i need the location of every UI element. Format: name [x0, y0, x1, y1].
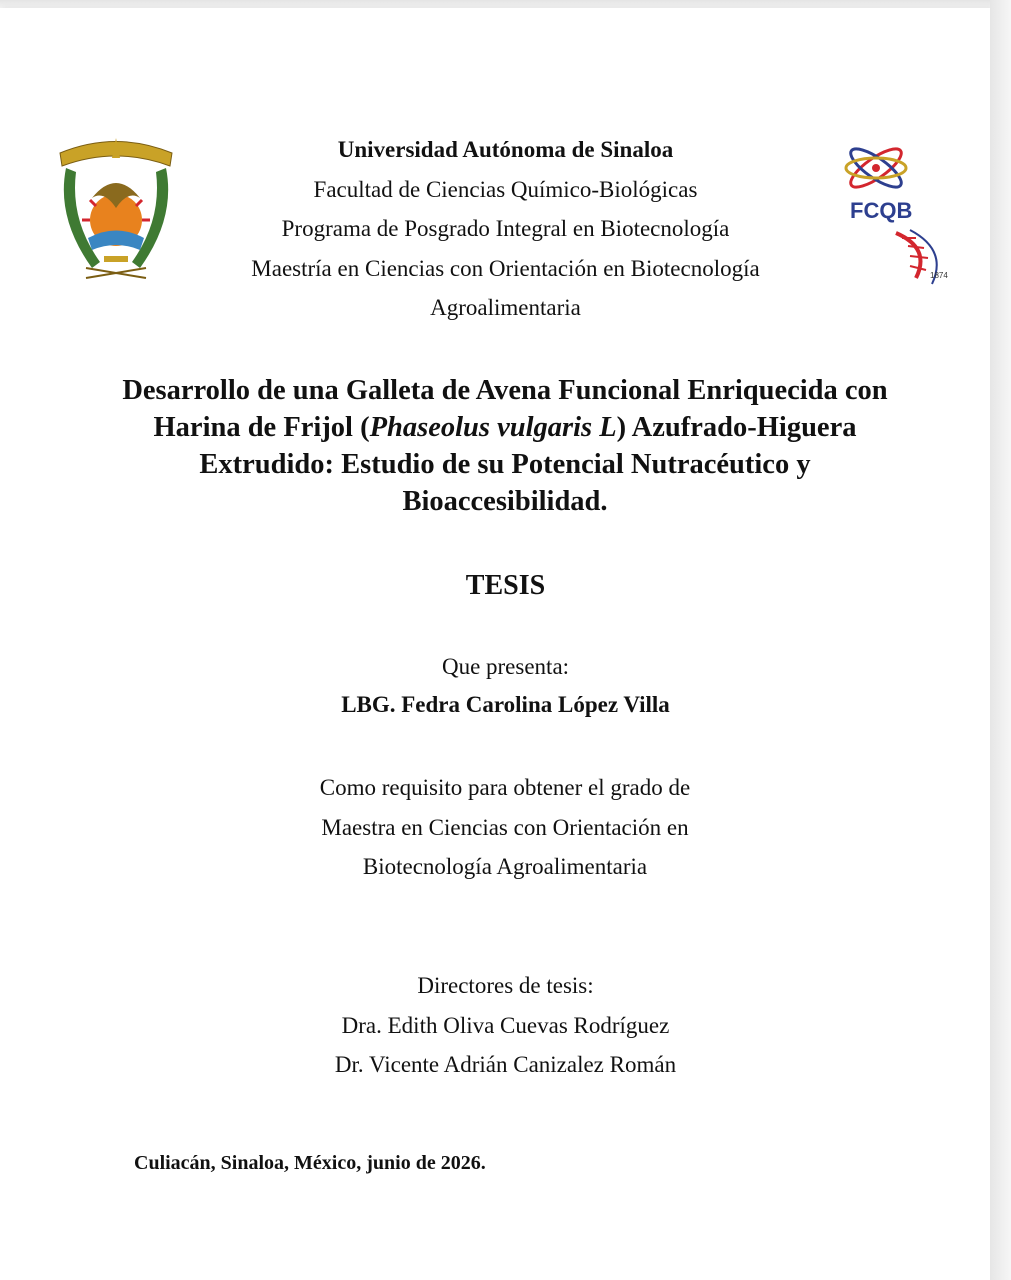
- title-species: Phaseolus vulgaris L: [369, 412, 617, 443]
- top-shadow: [0, 0, 1011, 8]
- thesis-directors: [0, 966, 1011, 1085]
- directors-label: Directores de tesis:: [417, 973, 594, 998]
- title-part1: Desarrollo de una Galleta de Avena Funcional Enriquecida con Harina de Frijol (: [122, 375, 888, 443]
- university-name: Universidad Autónoma de Sinaloa: [337, 137, 674, 162]
- fcqb-text: FCQB: [850, 198, 913, 223]
- faculty-name: Facultad de Ciencias Químico-Biológicas: [313, 176, 698, 202]
- degree-requirement: [200, 768, 810, 887]
- presenter-label: Que presenta:: [441, 654, 570, 679]
- fcqb-year: 1874: [930, 271, 948, 280]
- director-2: Dr. Vicente Adrián Canizalez Román: [334, 1052, 677, 1077]
- requirement-line1: Como requisito para obtener el grado de: [319, 775, 691, 800]
- place-and-date: Culiacán, Sinaloa, México, junio de 2026.: [134, 1152, 486, 1174]
- institution-header: [0, 130, 1011, 328]
- document-type: TESIS: [465, 570, 546, 601]
- program-name: Programa de Posgrado Integral en Biotecnología: [281, 216, 730, 241]
- degree-name-line1: Maestría en Ciencias con Orientación en Biotecnología: [251, 255, 760, 281]
- director-1: Dra. Edith Oliva Cuevas Rodríguez: [341, 1012, 670, 1038]
- requirement-line3: Biotecnología Agroalimentaria: [362, 854, 648, 879]
- author-name: LBG. Fedra Carolina López Villa: [341, 692, 670, 717]
- thesis-title: [100, 372, 910, 520]
- requirement-line2: Maestra en Ciencias con Orientación en: [321, 814, 689, 840]
- degree-name-line2: Agroalimentaria: [430, 295, 581, 320]
- title-part2: ) Azufrado-Higuera Extrudido: Estudio de su Potencial Nutracéutico y Bioaccesibilidad.: [199, 412, 857, 517]
